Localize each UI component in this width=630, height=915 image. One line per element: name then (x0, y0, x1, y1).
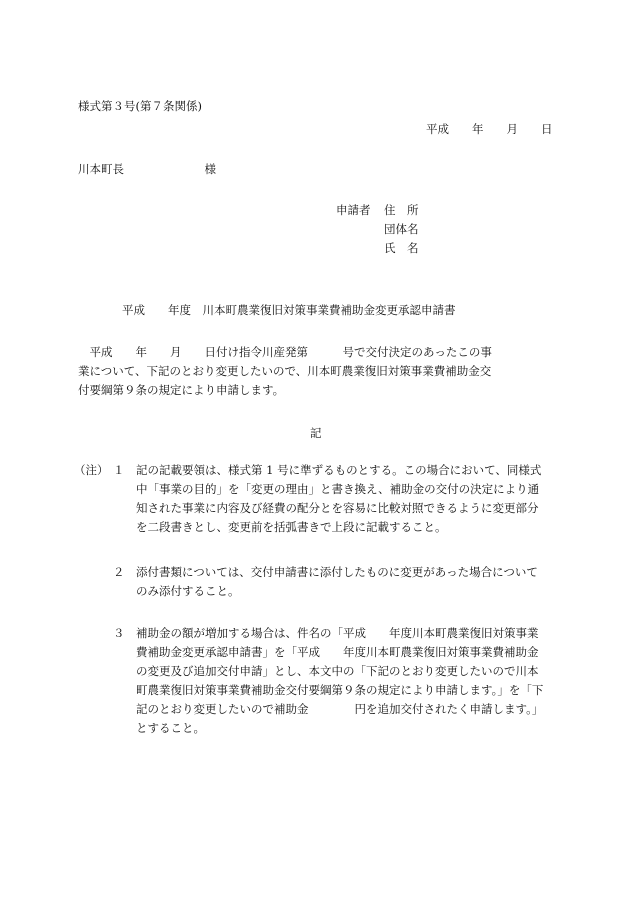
form-label: 様式第３号(第７条関係) (78, 99, 202, 113)
note-line: を二段書きとし、変更前を括弧書きで上段に記載すること。 (136, 520, 447, 534)
document-title: 平成 年度 川本町農業復旧対策事業費補助金変更承認申請書 (122, 303, 456, 317)
note-item (136, 628, 556, 748)
note-line: 町農業復旧対策事業費補助金交付要綱第９条の規定により申請します。」を「下 (136, 683, 544, 697)
body-text (78, 347, 548, 407)
note-line: 補助金の額が増加する場合は、件名の「平成 年度川本町農業復旧対策事業 (136, 626, 539, 640)
body-line: 業について、下記のとおり変更したいので、川本町農業復旧対策事業費補助金交 (78, 364, 492, 378)
ki-heading: 記 (310, 426, 322, 440)
address-label: 住 所 (384, 203, 419, 217)
note-line: のみ添付すること。 (136, 584, 240, 598)
note-item (136, 567, 556, 607)
note-line: 記の記載要領は、様式第 1 号に準ずるものとする。この場合において、同様式 (136, 463, 542, 477)
addressee: 川本町長 様 (78, 162, 216, 176)
note-line: 知された事業に内容及び経費の配分とを容易に比較対照できるように変更部分 (136, 501, 539, 515)
note-line: 記のとおり変更したいので補助金 円を追加交付されたく申請します。」 (136, 702, 544, 716)
body-line: 平成 年 月 日付け指令川産発第 号で交付決定のあったこの事 (78, 345, 492, 359)
notes-label: （注） (74, 463, 109, 477)
date-line: 平成 年 月 日 (426, 122, 553, 136)
organization-label: 団体名 (384, 222, 419, 236)
note-line: とすること。 (136, 721, 205, 735)
note-line: 費補助金変更承認申請書」を「平成 年度川本町農業復旧対策事業費補助金 (136, 645, 539, 659)
name-label: 氏 名 (384, 241, 419, 255)
note-number: １ (113, 463, 125, 477)
body-line: 付要綱第９条の規定により申請します。 (78, 383, 285, 397)
note-line: 添付書類については、交付申請書に添付したものに変更があった場合について (136, 565, 538, 579)
note-line: 中「事業の目的」を「変更の理由」と書き換え、補助金の交付の決定により通 (136, 482, 540, 496)
note-number: ２ (113, 565, 125, 579)
note-line: の変更及び追加交付申請」とし、本文中の「下記のとおり変更したいので川本 (136, 664, 539, 678)
applicant-label: 申請者 (336, 203, 371, 217)
note-number: ３ (113, 626, 125, 640)
note-item (136, 465, 556, 545)
